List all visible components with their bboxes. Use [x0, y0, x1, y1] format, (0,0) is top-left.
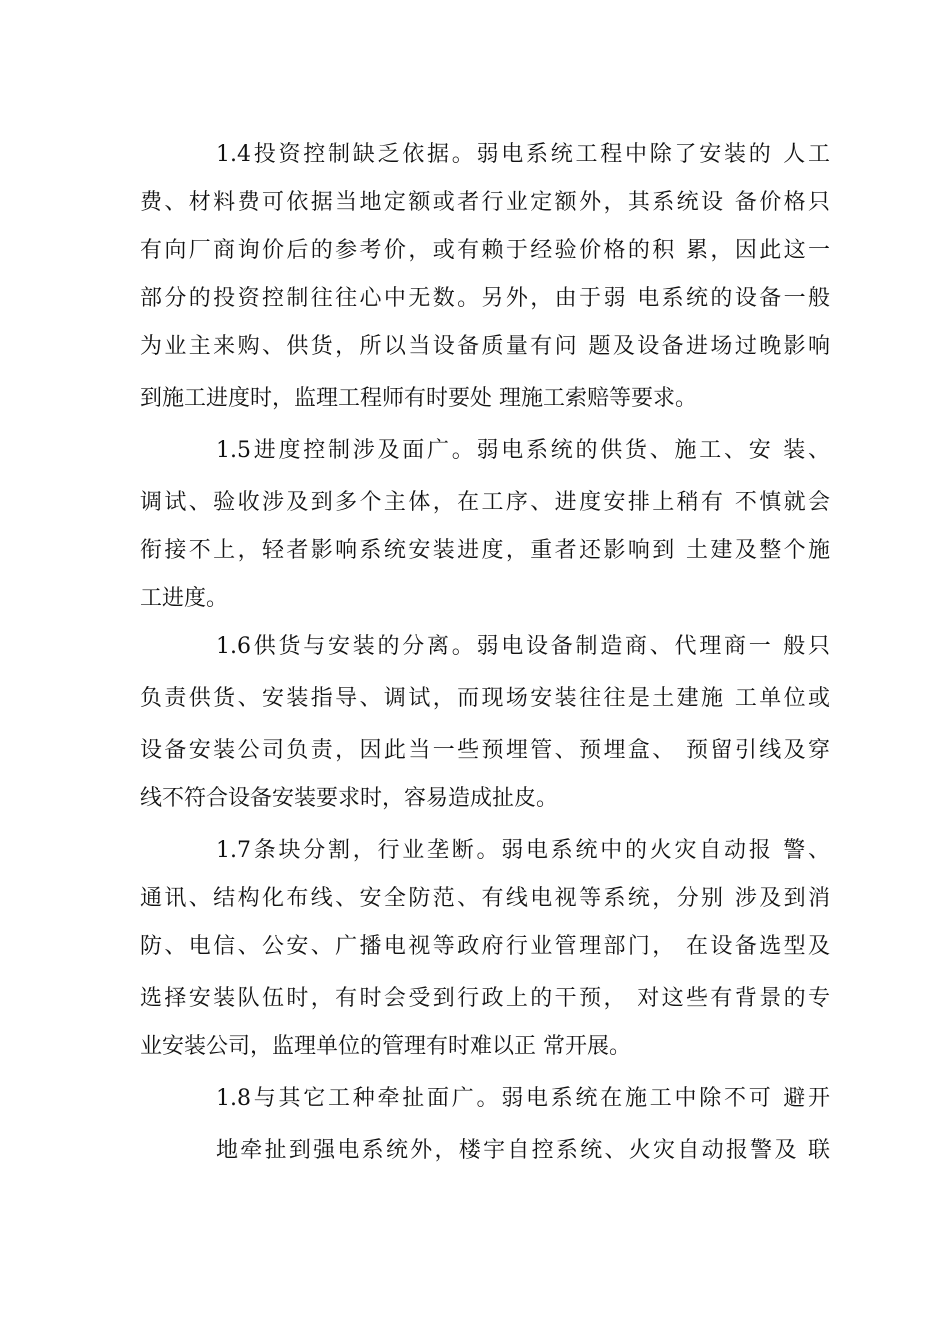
para-1-8-line-1: 1.8与其它工种牵扯面广。弱电系统在施工中除不可 避开 [216, 1086, 830, 1111]
para-1-6-line-2: 负责供货、安装指导、调试，而现场安装往往是土建施 工单位或 [140, 686, 830, 711]
para-1-5-line-2: 调试、验收涉及到多个主体，在工序、进度安排上稍有 不慎就会 [140, 490, 830, 515]
para-1-4-line-2: 费、材料费可依据当地定额或者行业定额外，其系统设 备价格只 [140, 190, 830, 215]
para-1-7-line-3: 防、电信、公安、广播电视等政府行业管理部门， 在设备选型及 [140, 934, 830, 959]
para-1-4-line-4: 部分的投资控制往往心中无数。另外，由于弱 电系统的设备一般 [140, 286, 830, 311]
para-1-6-line-3: 设备安装公司负责，因此当一些预埋管、预埋盒、 预留引线及穿 [140, 738, 830, 763]
para-1-5-line-1: 1.5进度控制涉及面广。弱电系统的供货、施工、安 装、 [216, 438, 830, 463]
para-1-7-line-4: 选择安装队伍时，有时会受到行政上的干预， 对这些有背景的专 [140, 986, 830, 1011]
para-1-4-line-5: 为业主来购、供货，所以当设备质量有问 题及设备进场过晚影响 [140, 334, 830, 359]
para-1-8-line-2: 地牵扯到强电系统外，楼宇自控系统、火灾自动报警及 联 [216, 1138, 830, 1163]
para-1-6-line-1: 1.6供货与安装的分离。弱电设备制造商、代理商一 般只 [216, 634, 830, 659]
para-1-6-line-4: 线不符合设备安装要求时，容易造成扯皮。 [140, 786, 559, 811]
para-1-7-line-2: 通讯、结构化布线、安全防范、有线电视等系统，分别 涉及到消 [140, 886, 830, 911]
para-1-4-line-1: 1.4投资控制缺乏依据。弱电系统工程中除了安装的 人工 [216, 142, 830, 167]
para-1-5-line-4: 工进度。 [140, 586, 229, 611]
para-1-5-line-3: 衔接不上，轻者影响系统安装进度，重者还影响到 土建及整个施 [140, 538, 830, 563]
para-1-7-line-5: 业安装公司，监理单位的管理有时难以正 常开展。 [140, 1034, 631, 1059]
para-1-4-line-3: 有向厂商询价后的参考价，或有赖于经验价格的积 累，因此这一 [140, 238, 830, 263]
para-1-4-line-6: 到施工进度时，监理工程师有时要处 理施工索赔等要求。 [140, 386, 697, 411]
para-1-7-line-1: 1.7条块分割，行业垄断。弱电系统中的火灾自动报 警、 [216, 838, 830, 863]
